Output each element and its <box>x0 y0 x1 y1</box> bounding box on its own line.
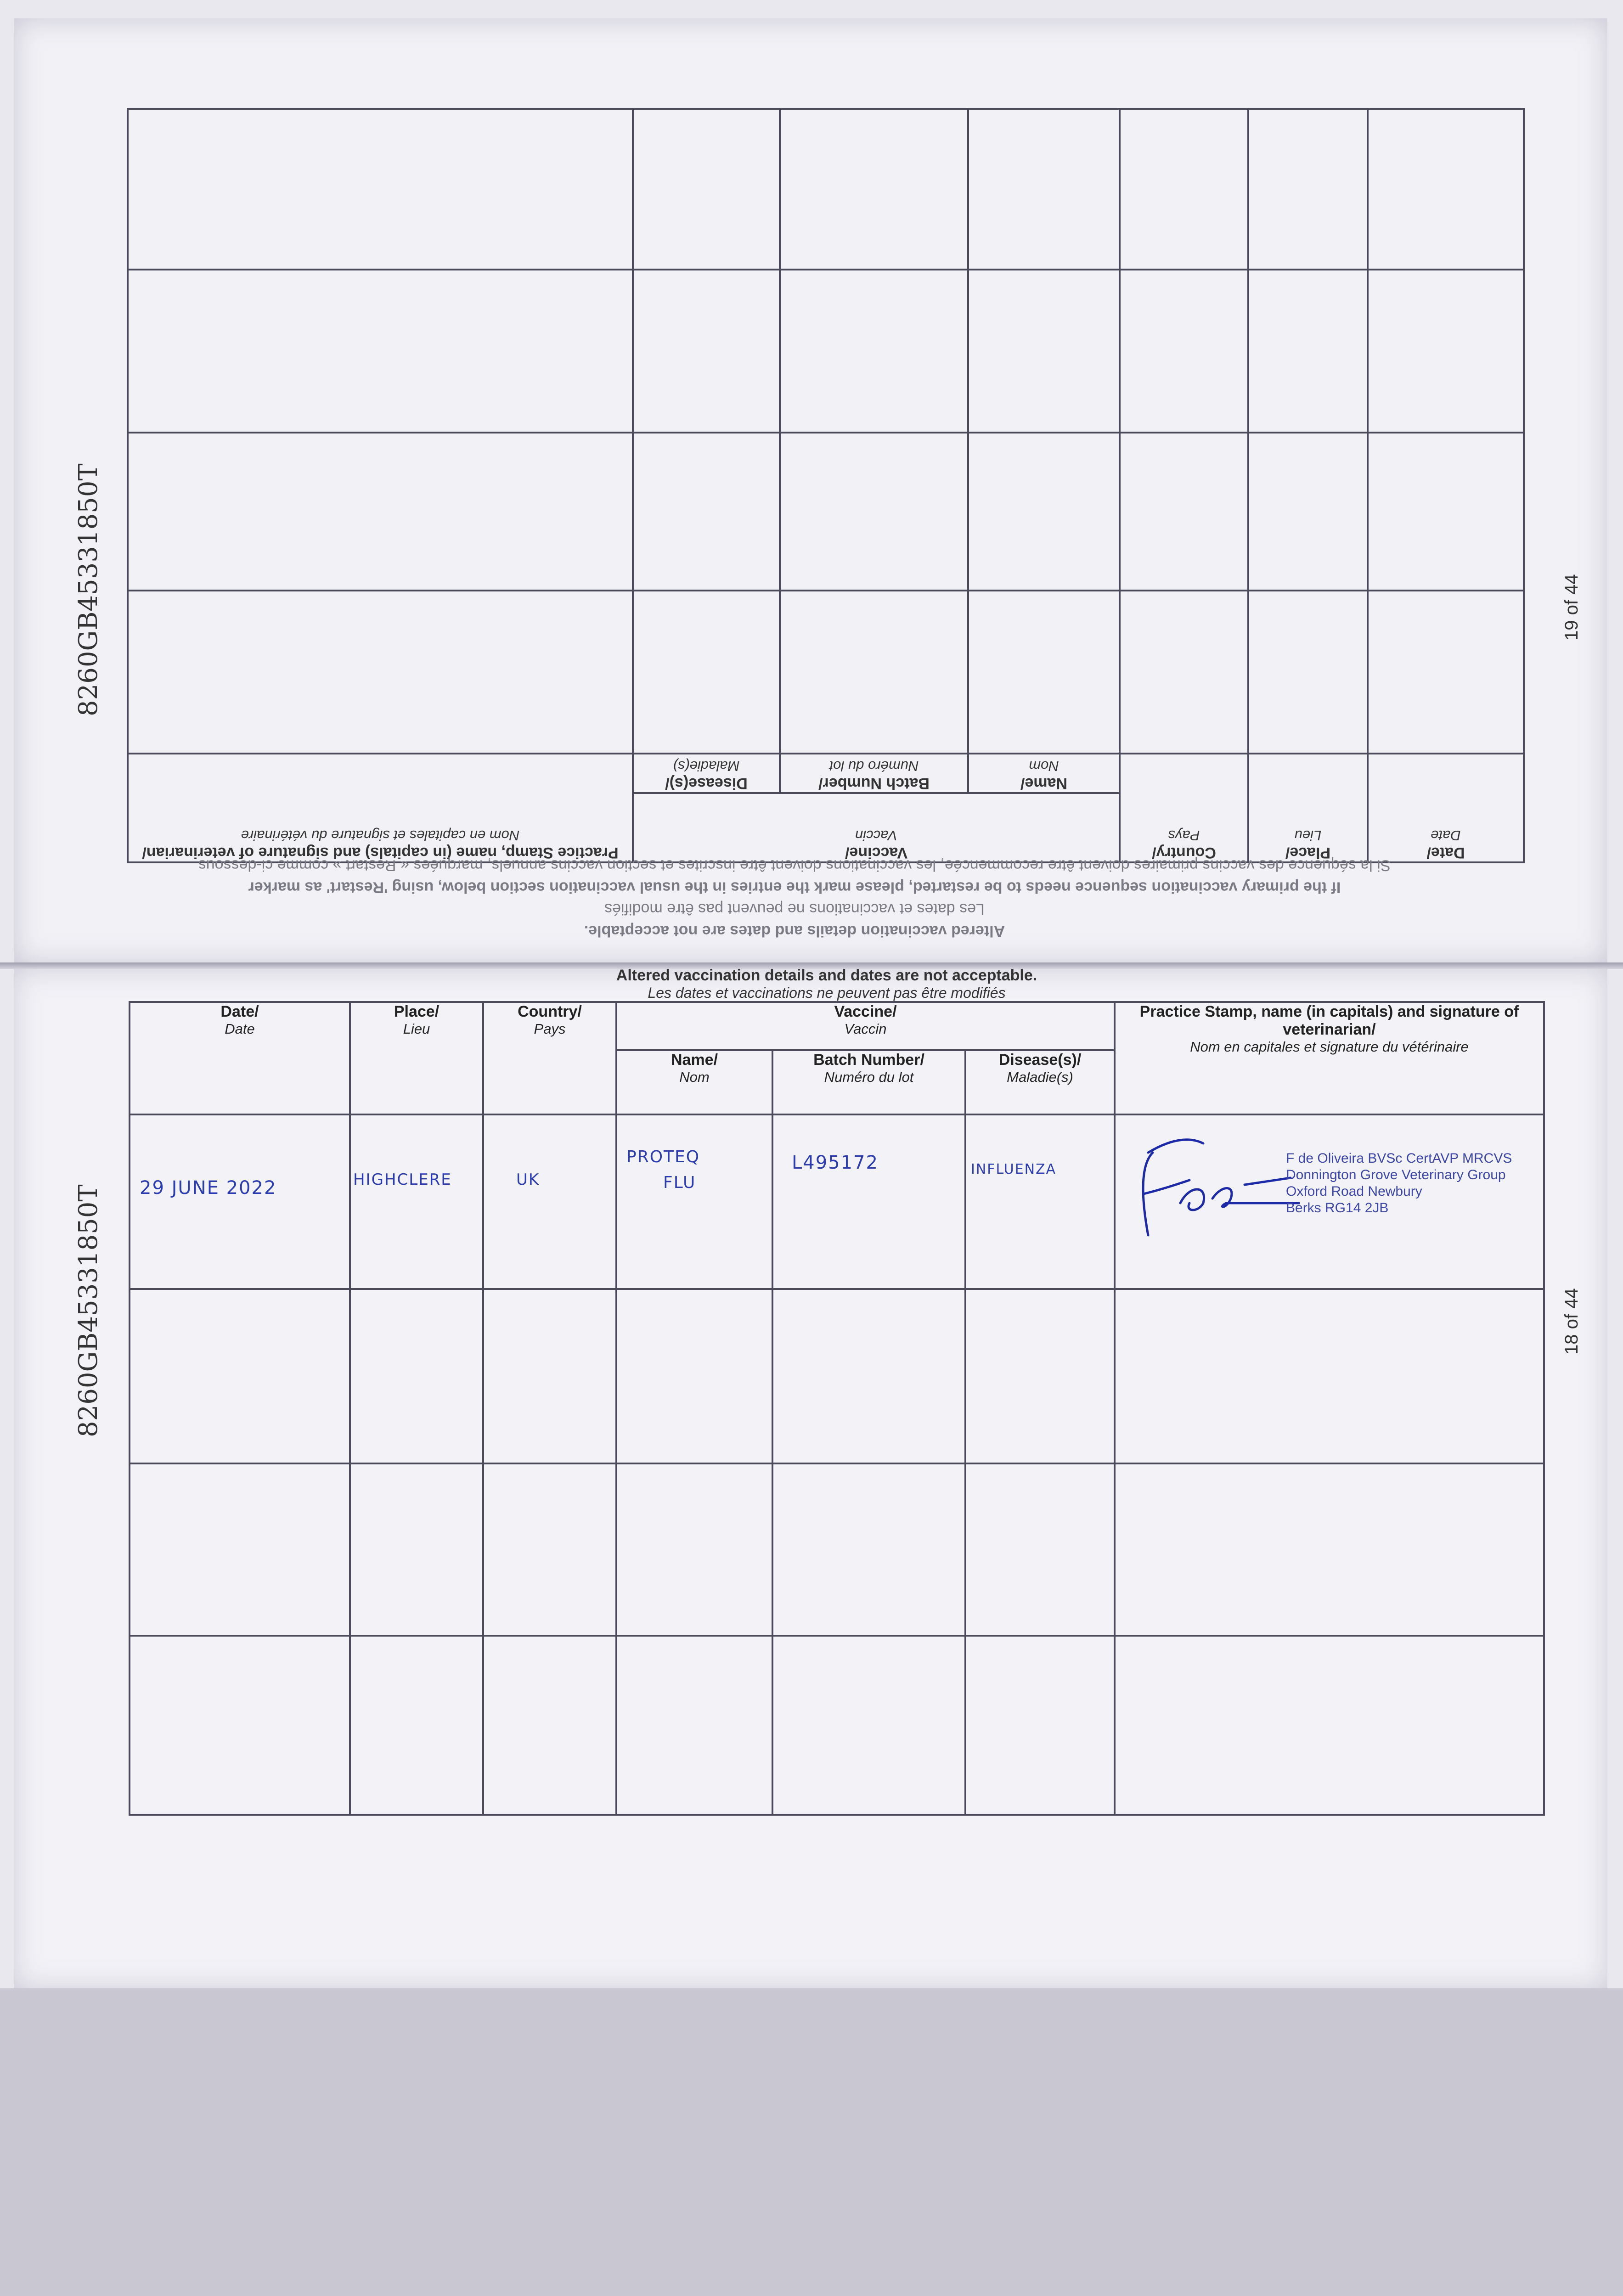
empty-cell[interactable] <box>130 1463 350 1636</box>
empty-cell[interactable] <box>128 109 633 270</box>
empty-cell[interactable] <box>968 591 1120 754</box>
empty-cell[interactable] <box>965 1289 1115 1463</box>
entry-place-cell[interactable] <box>350 1114 483 1289</box>
top-instructions-en: If the primary vaccination sequence needs to be restarted, please mark the entries in the usual vaccination section below, using 'Restart' as marker <box>248 878 1341 896</box>
notice-fr: Les dates et vaccinations ne peuvent pas être modifiés <box>648 985 1006 1001</box>
entry-country: UK <box>516 1171 540 1189</box>
entry-date: 29 JUNE 2022 <box>140 1177 277 1199</box>
notice-en: Altered vaccination details and dates are not acceptable. <box>616 967 1037 984</box>
empty-cell[interactable] <box>772 1463 965 1636</box>
entry-batch-cell[interactable] <box>772 1114 965 1289</box>
empty-cell[interactable] <box>633 109 780 270</box>
top-vaccination-table-wrapper <box>129 108 1525 863</box>
top-header-name: Name/ Nom <box>968 754 1120 793</box>
empty-cell[interactable] <box>633 591 780 754</box>
empty-cell[interactable] <box>780 591 968 754</box>
header-disease: Disease(s)/ Maladie(s) <box>965 1050 1115 1114</box>
table-row <box>130 1289 1544 1463</box>
table-row <box>128 109 1524 270</box>
passport-id-bottom: 8260GB45331850T <box>73 1184 103 1437</box>
empty-cell[interactable] <box>350 1636 483 1815</box>
empty-cell[interactable] <box>1248 109 1368 270</box>
empty-cell[interactable] <box>780 270 968 433</box>
entry-batch: L495172 <box>792 1152 879 1173</box>
empty-cell[interactable] <box>350 1289 483 1463</box>
table-row <box>128 591 1524 754</box>
empty-cell[interactable] <box>350 1463 483 1636</box>
empty-cell[interactable] <box>1368 591 1524 754</box>
top-instructions-fr: Si la séquence des vaccins primaires doivent être recommencée, les vaccinations doivent être inscrites et section vaccins annuels, marquées « Restart » comme ci-dessous <box>198 856 1391 874</box>
empty-cell[interactable] <box>1115 1289 1544 1463</box>
top-header-stamp: Practice Stamp, name (in capitals) and signature of veterinarian/ Nom en capitales et signature du vétérinaire <box>128 754 633 862</box>
page-number-bottom: 18 of 44 <box>1561 1288 1582 1355</box>
entry-disease: INFLUENZA <box>971 1161 1057 1177</box>
empty-cell[interactable] <box>780 433 968 591</box>
empty-cell[interactable] <box>1115 1463 1544 1636</box>
entry-disease-cell[interactable] <box>965 1114 1115 1289</box>
empty-cell[interactable] <box>483 1463 616 1636</box>
empty-cell[interactable] <box>128 433 633 591</box>
empty-cell[interactable] <box>1248 270 1368 433</box>
table-row <box>128 270 1524 433</box>
empty-cell[interactable] <box>968 109 1120 270</box>
top-page-notes <box>175 854 1414 941</box>
empty-cell[interactable] <box>1115 1636 1544 1815</box>
top-vaccination-table <box>127 108 1525 863</box>
empty-cell[interactable] <box>772 1289 965 1463</box>
empty-cell[interactable] <box>1248 433 1368 591</box>
header-name: Name/ Nom <box>616 1050 772 1114</box>
header-stamp: Practice Stamp, name (in capitals) and signature of veterinarian/ Nom en capitales et signature du vétérinaire <box>1115 1002 1544 1114</box>
empty-cell[interactable] <box>780 109 968 270</box>
table-row <box>130 1463 1544 1636</box>
stamp-line-postcode: Berks RG14 2JB <box>1286 1200 1389 1216</box>
empty-cell[interactable] <box>1120 270 1248 433</box>
stamp-line-practice: Donnington Grove Veterinary Group <box>1286 1167 1506 1182</box>
top-header-country: Country/ Pays <box>1120 754 1248 862</box>
table-row <box>128 433 1524 591</box>
scanner-background <box>0 1988 1623 2296</box>
empty-cell[interactable] <box>633 270 780 433</box>
header-vaccine: Vaccine/ Vaccin <box>616 1002 1115 1050</box>
empty-cell[interactable] <box>128 591 633 754</box>
top-header-batch: Batch Number/ Numéro du lot <box>780 754 968 793</box>
empty-cell[interactable] <box>483 1289 616 1463</box>
empty-cell[interactable] <box>1248 591 1368 754</box>
empty-cell[interactable] <box>1368 270 1524 433</box>
empty-cell[interactable] <box>616 1463 772 1636</box>
empty-cell[interactable] <box>968 270 1120 433</box>
header-country: Country/ Pays <box>483 1002 616 1114</box>
header-date: Date/ Date <box>130 1002 350 1114</box>
top-header-vaccine: Vaccine/ Vaccin <box>633 793 1120 862</box>
veterinarian-signature <box>1134 1134 1300 1254</box>
entry-name-line1: PROTEQ <box>626 1148 700 1166</box>
entry-name-cell[interactable] <box>616 1114 772 1289</box>
passport-id-top: 8260GB45331850T <box>73 463 103 716</box>
top-notice-fr: Les dates et vaccinations ne peuvent pas être modifiés <box>604 900 985 918</box>
top-header-place: Place/ Lieu <box>1248 754 1368 862</box>
empty-cell[interactable] <box>616 1289 772 1463</box>
empty-cell[interactable] <box>968 433 1120 591</box>
top-notice-en: Altered vaccination details and dates are not acceptable. <box>584 922 1005 940</box>
empty-cell[interactable] <box>965 1463 1115 1636</box>
table-row <box>130 1636 1544 1815</box>
empty-cell[interactable] <box>483 1636 616 1815</box>
top-header-disease: Disease(s)/ Maladie(s) <box>633 754 780 793</box>
empty-cell[interactable] <box>1120 433 1248 591</box>
empty-cell[interactable] <box>1368 109 1524 270</box>
alteration-notice <box>505 967 1148 1002</box>
empty-cell[interactable] <box>1120 109 1248 270</box>
entry-date-cell[interactable] <box>130 1114 350 1289</box>
empty-cell[interactable] <box>1368 433 1524 591</box>
empty-cell[interactable] <box>128 270 633 433</box>
entry-place: HIGHCLERE <box>353 1171 452 1189</box>
entry-name-line2: FLU <box>663 1173 696 1192</box>
empty-cell[interactable] <box>130 1636 350 1815</box>
practice-stamp <box>1286 1150 1512 1216</box>
page-number-top: 19 of 44 <box>1561 574 1582 641</box>
top-header-date: Date/ Date <box>1368 754 1524 862</box>
header-batch: Batch Number/ Numéro du lot <box>772 1050 965 1114</box>
empty-cell[interactable] <box>1120 591 1248 754</box>
empty-cell[interactable] <box>130 1289 350 1463</box>
empty-cell[interactable] <box>772 1636 965 1815</box>
header-place: Place/ Lieu <box>350 1002 483 1114</box>
vaccination-table <box>129 1001 1545 1816</box>
stamp-line-road: Oxford Road Newbury <box>1286 1184 1422 1199</box>
stamp-line-vet: F de Oliveira BVSc CertAVP MRCVS <box>1286 1151 1512 1166</box>
empty-cell[interactable] <box>965 1636 1115 1815</box>
entry-country-cell[interactable] <box>483 1114 616 1289</box>
empty-cell[interactable] <box>633 433 780 591</box>
empty-cell[interactable] <box>616 1636 772 1815</box>
